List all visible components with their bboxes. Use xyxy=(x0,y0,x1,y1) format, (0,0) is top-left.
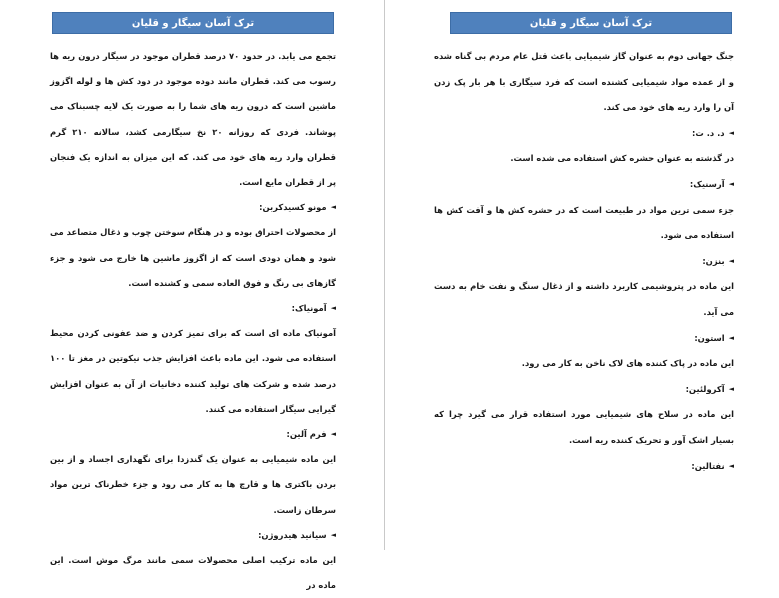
heading-label: فرم آلین: xyxy=(286,429,327,440)
bullet-arrow-icon: ◄ xyxy=(728,461,734,470)
paragraph: آمونیاک ماده ای است که برای تمیز کردن و ضد عفونی کردن محیط استفاده می شود. این ماده باعث افزایش جذب نیکوتین در مغز تا ۱۰۰ درصد شده و شرکت های تولید کننده دخانیات از آن به عنوان افزایش گیرایی سیگار استفاده می کنند. xyxy=(50,328,336,414)
heading-label: مونو کسیدکربن: xyxy=(259,202,327,213)
heading-label: د. د. ت: xyxy=(692,127,725,138)
page-content xyxy=(50,44,336,598)
paragraph: جنگ جهانی دوم به عنوان گاز شیمیایی باعث قتل عام مردم بی گناه شده و از عمده مواد شیمیایی کشنده است که فرد سیگاری با هر بار پک زدن آن را وارد ریه های خود می کند. xyxy=(434,51,734,113)
page-content xyxy=(434,44,734,479)
section-heading xyxy=(434,377,734,403)
left-page xyxy=(0,0,380,591)
section-heading xyxy=(434,249,734,275)
paragraph: این ماده در پتروشیمی کاربرد داشته و از ذغال سنگ و نفت خام به دست می آید. xyxy=(434,281,734,317)
page-header: ترک آسان سیگار و قلیان xyxy=(450,12,732,34)
section-heading xyxy=(50,422,336,447)
bullet-arrow-icon: ◄ xyxy=(330,203,336,212)
section-heading xyxy=(50,523,336,548)
bullet-arrow-icon: ◄ xyxy=(330,430,336,439)
section-heading xyxy=(50,195,336,220)
section-heading xyxy=(50,296,336,321)
paragraph: این ماده در سلاح های شیمیایی مورد استفاده قرار می گیرد چرا که بسیار اشک آور و تحریک کننده ریه است. xyxy=(434,409,734,445)
section-heading xyxy=(434,172,734,198)
section-heading xyxy=(434,454,734,480)
heading-label: آرسنیک: xyxy=(689,178,725,189)
paragraph: جزء سمی ترین مواد در طبیعت است که در حشره کش ها و آفت کش ها استفاده می شود. xyxy=(434,204,734,241)
heading-label: آمونیاک: xyxy=(291,303,327,314)
heading-label: بنزن: xyxy=(702,255,725,266)
bullet-arrow-icon: ◄ xyxy=(728,128,734,137)
page-header: ترک آسان سیگار و قلیان xyxy=(52,12,334,34)
paragraph: در گذشته به عنوان حشره کش استفاده می شده است. xyxy=(510,153,734,164)
paragraph: این ماده شیمیایی به عنوان یک گندزدا برای نگهداری اجساد و از بین بردن باکتری ها و قارچ ها به کار می رود و جزء خطرناک ترین مواد سرطان زاست. xyxy=(50,454,336,515)
paragraph: از محصولات احتراق بوده و در هنگام سوختن چوب و ذغال متصاعد می شود و همان دودی است که از اگزوز ماشین ها خارج می شود و جزء گازهای بی رنگ و فوق العاده سمی و کشنده است. xyxy=(50,227,336,288)
heading-label: آکرولئین: xyxy=(685,383,725,394)
bullet-arrow-icon: ◄ xyxy=(330,304,336,313)
paragraph: این ماده در پاک کننده های لاک ناخن به کار می رود. xyxy=(521,358,734,369)
right-page xyxy=(390,0,770,550)
section-heading xyxy=(434,121,734,147)
heading-label: سیانید هیدروژن: xyxy=(258,529,327,540)
section-heading xyxy=(434,326,734,352)
heading-label: استون: xyxy=(694,332,725,343)
heading-label: نفتالین: xyxy=(691,460,725,471)
bullet-arrow-icon: ◄ xyxy=(728,256,734,265)
page-divider xyxy=(384,0,385,550)
bullet-arrow-icon: ◄ xyxy=(728,333,734,342)
paragraph: این ماده ترکیب اصلی محصولات سمی مانند مرگ موش است. این ماده در xyxy=(50,555,336,591)
paragraph: تجمع می یابد. در حدود ۷۰ درصد قطران موجود در سیگار درون ریه ها رسوب می کند. قطران مانند دوده موجود در دود کش ها و لوله اگزوز ماشین است که درون ریه های شما را به صورت یک لایه چسبناک می پوشاند. فردی که روزانه ۲۰ نخ سیگارمی کشد، سالانه ۲۱۰ گرم قطران وارد ریه های خود می کند. که این میزان به اندازه یک فنجان پر از قطران مایع است. xyxy=(50,51,336,188)
bullet-arrow-icon: ◄ xyxy=(728,384,734,393)
bullet-arrow-icon: ◄ xyxy=(330,530,336,539)
bullet-arrow-icon: ◄ xyxy=(728,179,734,188)
